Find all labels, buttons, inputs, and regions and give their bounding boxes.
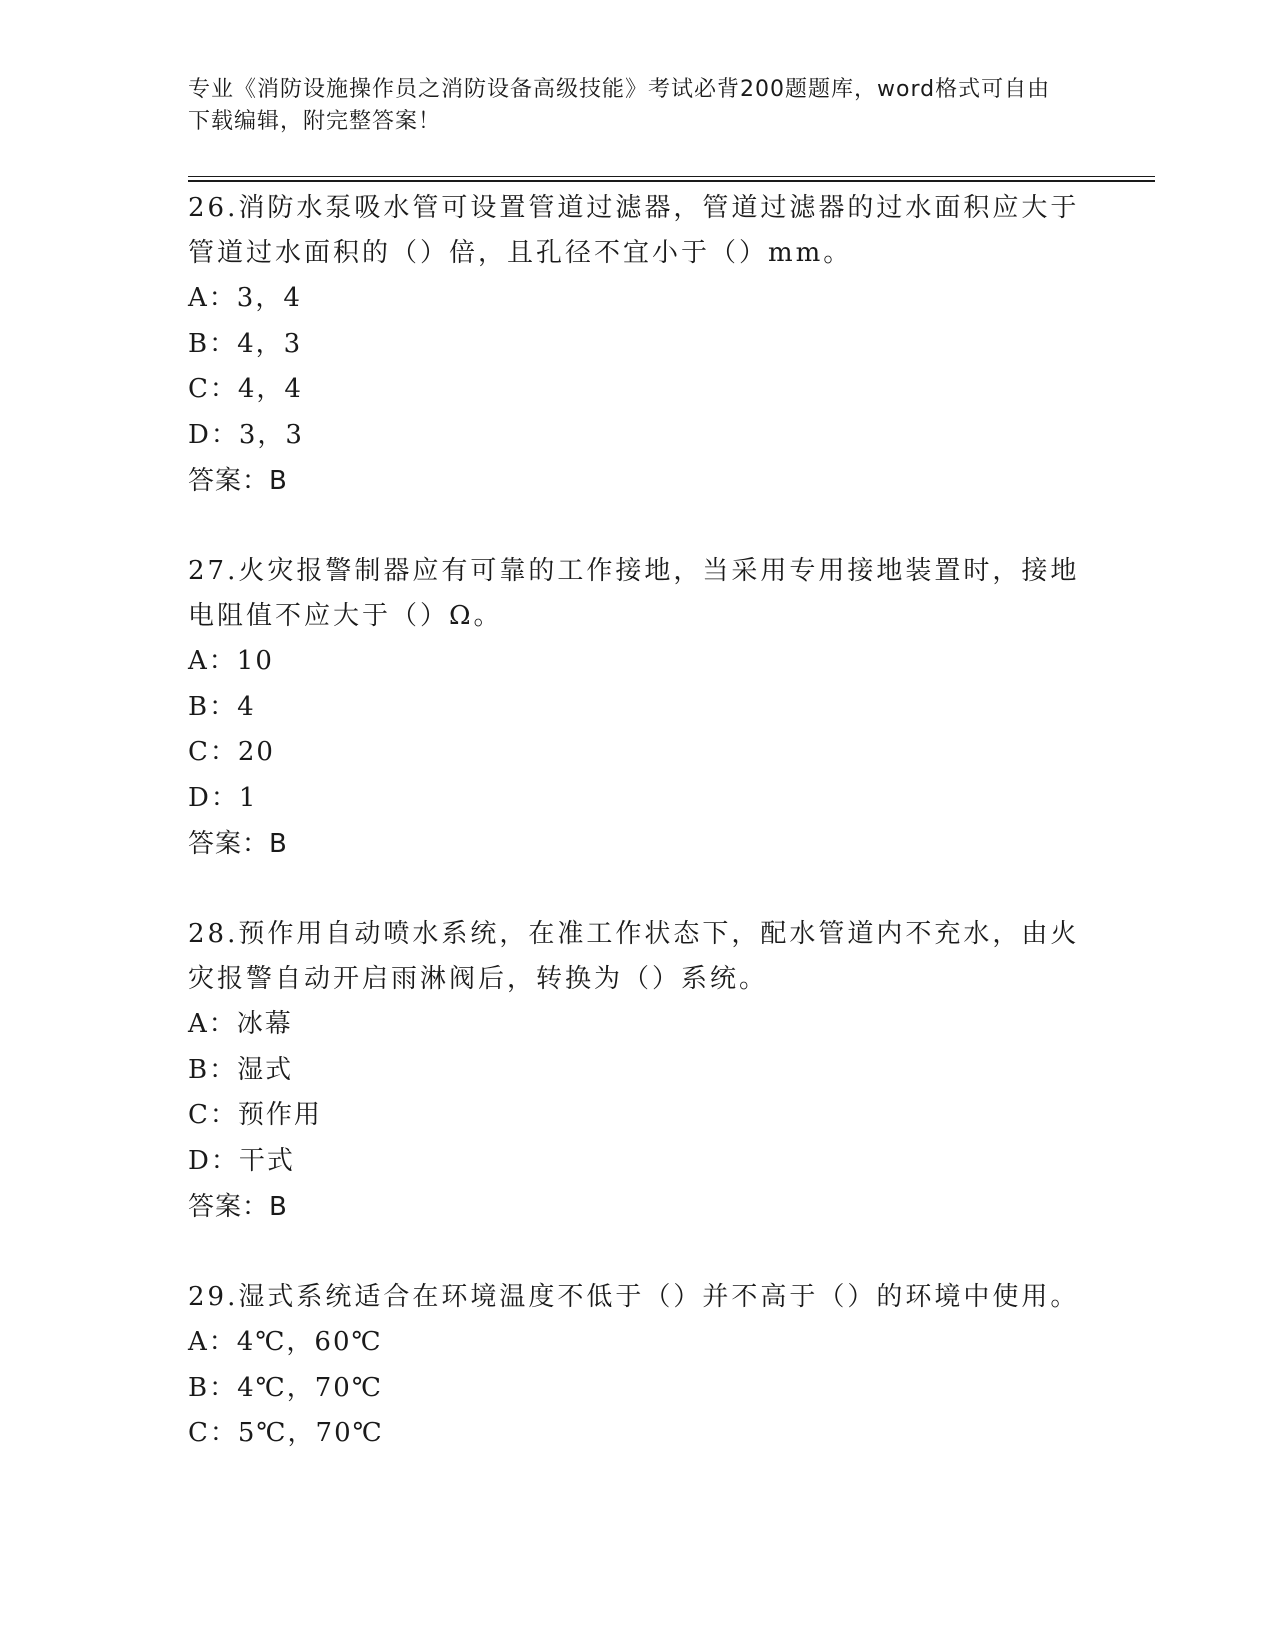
option-a: A：3，4 [188, 283, 302, 313]
option-b: B：4℃，70℃ [188, 1372, 383, 1403]
answer-line: 答案：B [188, 466, 288, 496]
option-d: D：干式 [188, 1145, 295, 1176]
question-29 [188, 1275, 1088, 1457]
option-b: B：4，3 [188, 328, 303, 359]
answer-line: 答案：B [188, 1192, 288, 1222]
option-b: B：4 [188, 691, 256, 722]
question-28 [188, 912, 1088, 1230]
header-title: 专业《消防设施操作员之消防设备高级技能》考试必背200题题库，word格式可自由下载编辑，附完整答案！ [188, 77, 1051, 134]
option-b: B：湿式 [188, 1054, 294, 1085]
option-c: C：预作用 [188, 1100, 322, 1130]
header-divider-thin [188, 176, 1155, 177]
option-d: D：3，3 [188, 419, 304, 450]
document-header [188, 74, 1068, 138]
question-stem: 27.火灾报警制器应有可靠的工作接地，当采用专用接地装置时，接地电阻值不应大于（）Ω。 [188, 556, 1080, 631]
question-stem: 28.预作用自动喷水系统，在准工作状态下，配水管道内不充水，由火灾报警自动开启雨淋阀后，转换为（）系统。 [188, 919, 1080, 994]
question-stem: 26.消防水泵吸水管可设置管道过滤器，管道过滤器的过水面积应大于管道过水面积的（）倍，且孔径不宜小于（）mm。 [188, 193, 1080, 268]
option-d: D：1 [188, 782, 258, 813]
question-27 [188, 549, 1088, 867]
option-c: C：5℃，70℃ [188, 1418, 384, 1448]
option-a: A：冰幕 [188, 1009, 293, 1039]
option-c: C：4，4 [188, 374, 303, 404]
option-a: A：10 [188, 646, 274, 676]
question-stem: 29.湿式系统适合在环境温度不低于（）并不高于（）的环境中使用。 [188, 1282, 1080, 1312]
option-c: C：20 [188, 737, 275, 767]
question-26 [188, 186, 1088, 504]
answer-line: 答案：B [188, 829, 288, 859]
option-a: A：4℃，60℃ [188, 1327, 383, 1357]
header-divider-thick [188, 180, 1155, 182]
